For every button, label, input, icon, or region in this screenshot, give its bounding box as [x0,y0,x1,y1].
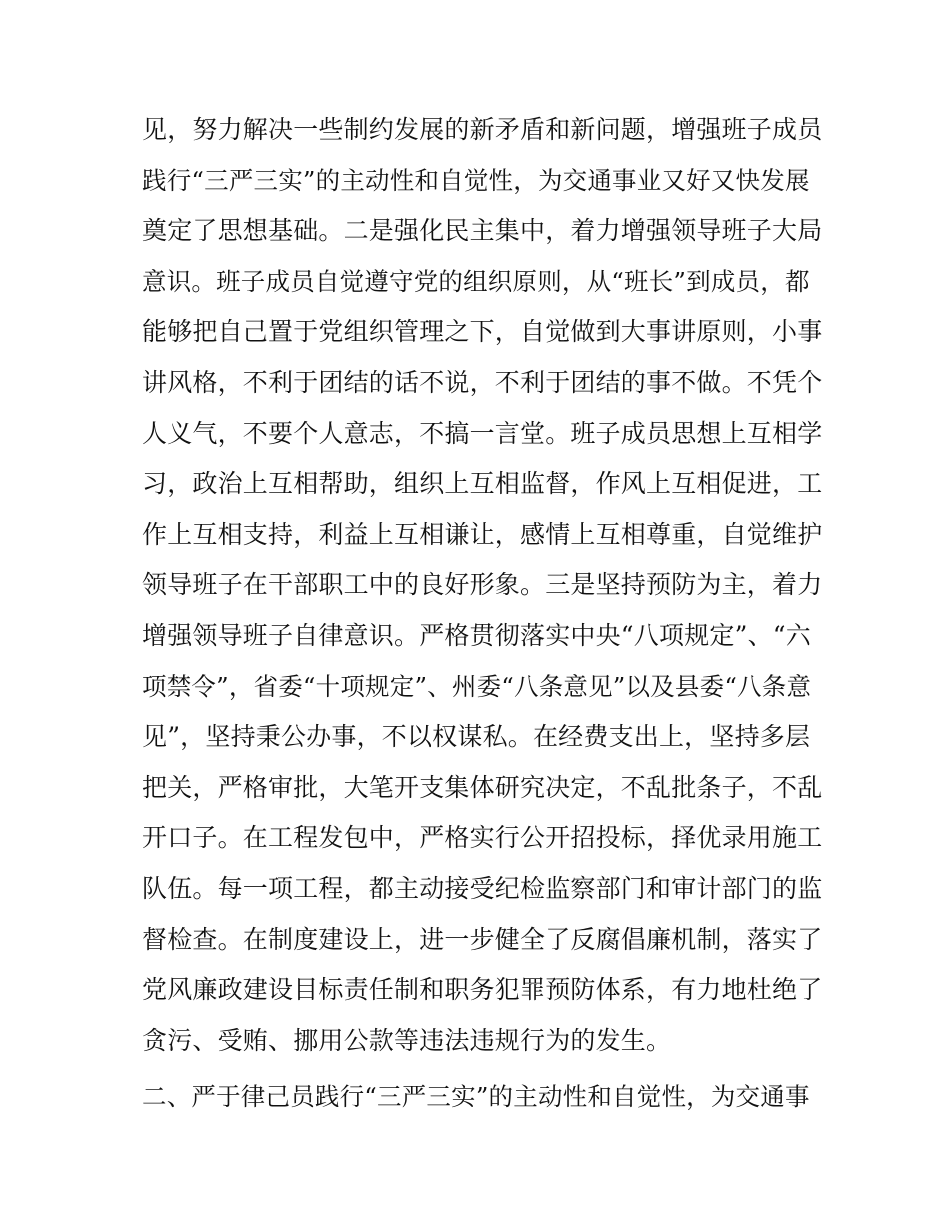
section-heading: 二、严于律己员践行“三严三实”的主动性和自觉性，为交通事 [142,1082,810,1112]
paragraph-line: 队伍。每一项工程，都主动接受纪检监察部门和审计部门的监 [142,873,823,903]
paragraph-line: 贪污、受贿、挪用公款等违法违规行为的发生。 [142,1025,672,1055]
paragraph-line: 意识。班子成员自觉遵守党的组织原则，从“班长”到成员，都 [142,266,810,296]
paragraph-line: 能够把自己置于党组织管理之下，自觉做到大事讲原则，小事 [142,317,823,347]
paragraph-line: 把关，严格审批，大笔开支集体研究决定，不乱批条子，不乱 [142,772,823,802]
body-text [142,105,822,1123]
paragraph-line: 见”，坚持秉公办事，不以权谋私。在经费支出上，坚持多层 [142,722,811,752]
paragraph-line: 习，政治上互相帮助，组织上互相监督，作风上互相促进，工 [142,469,823,499]
paragraph-line: 项禁令”，省委“十项规定”、州委“八条意见”以及县委“八条意 [142,671,812,701]
paragraph-line: 开口子。在工程发包中，严格实行公开招投标，择优录用施工 [142,823,823,853]
paragraph-line: 践行“三严三实”的主动性和自觉性，为交通事业又好又快发展 [142,165,810,195]
paragraph-line: 领导班子在干部职工中的良好形象。三是坚持预防为主，着力 [142,570,823,600]
paragraph-line: 督检查。在制度建设上，进一步健全了反腐倡廉机制，落实了 [142,924,823,954]
paragraph-line: 见，努力解决一些制约发展的新矛盾和新问题，增强班子成员 [142,115,823,144]
paragraph-line: 奠定了思想基础。二是强化民主集中，着力增强领导班子大局 [142,216,823,246]
paragraph-line: 党风廉政建设目标责任制和职务犯罪预防体系，有力地杜绝了 [142,975,823,1005]
paragraph-line: 作上互相支持，利益上互相谦让，感情上互相尊重，自觉维护 [142,519,823,549]
paragraph-line: 讲风格，不利于团结的话不说，不利于团结的事不做。不凭个 [142,367,823,397]
paragraph-line: 增强领导班子自律意识。严格贯彻落实中央“八项规定”、“六 [142,620,811,650]
paragraph-line: 人义气，不要个人意志，不搞一言堂。班子成员思想上互相学 [142,418,823,448]
